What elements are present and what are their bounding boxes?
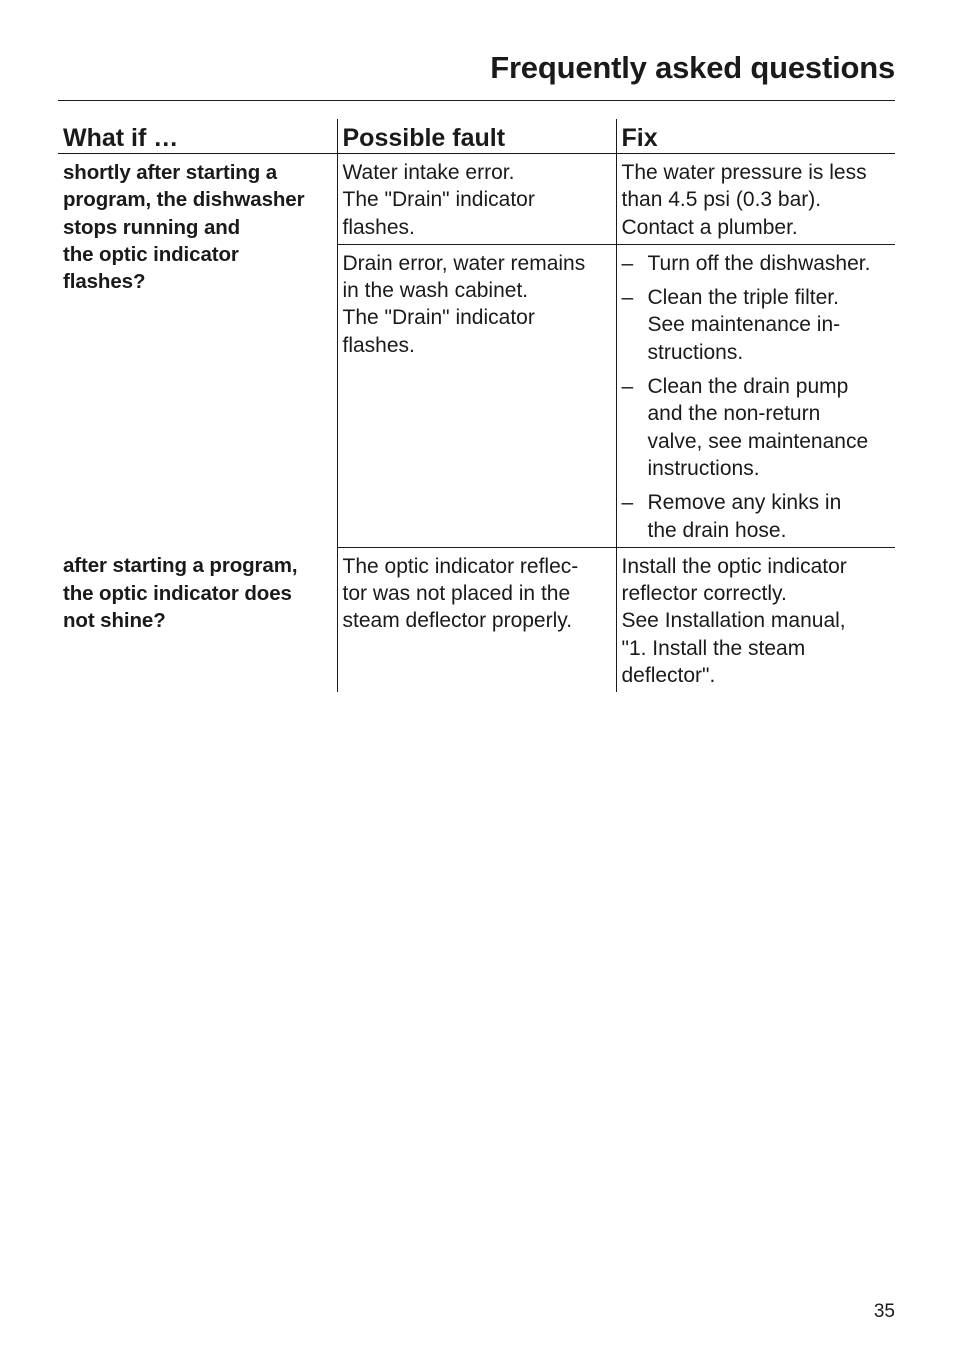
question-line: the optic indicator [63,242,239,266]
fault-line: steam deflector properly. [342,609,573,633]
dash-bullet: – [621,251,634,275]
fix-line: instructions. [647,456,760,480]
question-line: the optic indicator does [63,581,292,605]
fix-line: See maintenance in- [647,313,841,337]
question-cell [58,154,337,548]
list-item [622,489,891,544]
fault-line: tor was not placed in the [342,582,571,606]
fix-cell [616,547,895,692]
fix-line: "1. Install the steam [621,636,806,660]
fix-line: valve, see maintenance [647,429,869,453]
list-item [622,250,891,277]
table-header-row [58,119,895,154]
question-line: after starting a program, [63,554,298,578]
fix-line: Contact a plumber. [621,215,798,239]
list-item [622,373,891,482]
column-header-fix: Fix [616,119,895,154]
fault-line: Drain error, water remains [342,251,586,275]
fault-line: flashes. [342,215,415,239]
fix-list [622,250,891,544]
dash-bullet: – [621,286,634,310]
table-row [58,547,895,692]
fix-line: See Installation manual, [621,609,846,633]
fault-line: The optic indicator reflec- [342,554,579,578]
fault-line: Water intake error. [342,161,515,184]
fix-line: Remove any kinks in [647,491,842,515]
fix-line: Turn off the dishwasher. [647,251,871,275]
fault-cell [337,244,616,547]
fault-line: in the wash cabinet. [342,279,529,303]
question-line: program, the dishwasher [63,188,305,212]
fault-line: flashes. [342,333,415,357]
fault-line: The "Drain" indicator [342,188,535,212]
fix-line: and the non-return [647,402,821,426]
question-cell [58,547,337,692]
fix-line: The water pressure is less [621,161,867,184]
dash-bullet: – [621,491,634,515]
fault-line: The "Drain" indicator [342,306,535,330]
fix-cell [616,154,895,245]
question-line: stops running and [63,215,241,239]
page-number: 35 [873,1301,895,1322]
page-title: Frequently asked questions [490,50,895,85]
faq-table [58,119,895,692]
fix-line: the drain hose. [647,518,787,542]
fix-line: structions. [647,340,744,364]
dash-bullet: – [621,375,634,399]
fix-line: reflector correctly. [621,582,787,606]
table-row [58,154,895,245]
list-item [622,284,891,366]
question-line: not shine? [63,608,166,632]
question-line: shortly after starting a [63,161,278,184]
column-header-what-if: What if … [58,119,337,154]
column-header-possible-fault: Possible fault [337,119,616,154]
question-line: flashes? [63,270,146,294]
fault-cell [337,154,616,245]
fix-line: than 4.5 psi (0.3 bar). [621,188,822,212]
fix-line: deflector". [621,664,716,688]
title-divider [58,100,895,101]
fix-line: Clean the drain pump [647,375,849,399]
fix-line: Install the optic indicator [621,554,847,578]
fix-cell [616,244,895,547]
fix-line: Clean the triple filter. [647,286,839,310]
fault-cell [337,547,616,692]
